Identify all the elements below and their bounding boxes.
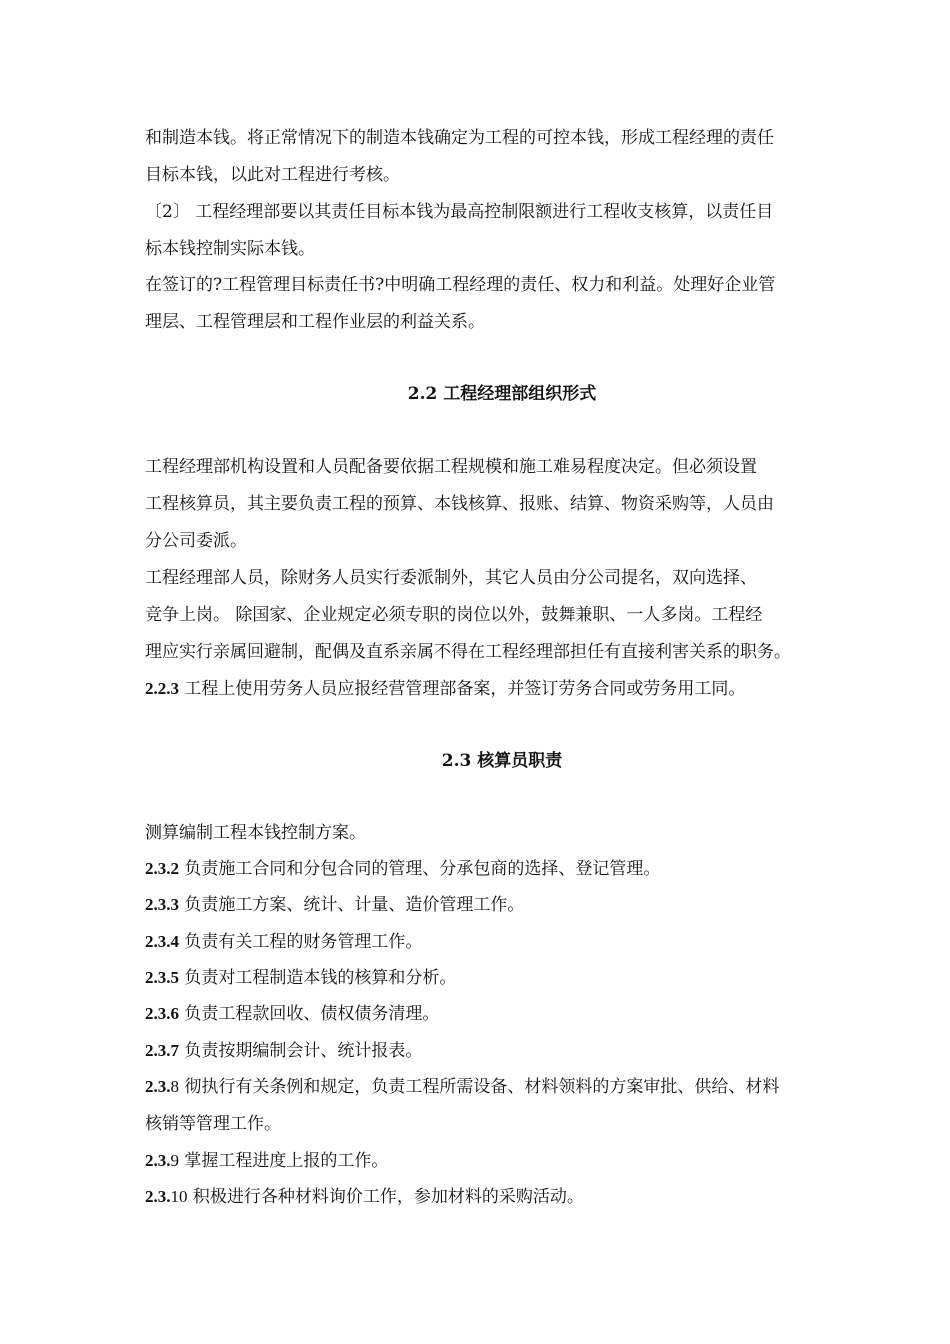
item-number-tail: 9 bbox=[170, 1151, 179, 1170]
paragraph-line: 理层、工程管理层和工程作业层的利益关系。 bbox=[145, 312, 485, 332]
item-number: 2.3. bbox=[145, 1187, 171, 1206]
item-number: 2.3.6 bbox=[145, 1004, 179, 1023]
paragraph-line: 工程经理部机构设置和人员配备要依据工程规模和施工难易程度决定。但必须设置 bbox=[145, 457, 757, 477]
item-text: 负责按期编制会计、统计报表。 bbox=[179, 1041, 423, 1061]
item-text: 负责有关工程的财务管理工作。 bbox=[179, 932, 423, 952]
paragraph-line: 在签订的?工程管理目标责任书?中明确工程经理的责任、权力和利益。处理好企业管 bbox=[145, 275, 776, 295]
item-number: 2.3.4 bbox=[145, 932, 179, 951]
item-text: 工程上使用劳务人员应报经营管理部备案，并签订劳务合同或劳务用工同。 bbox=[179, 679, 746, 699]
item-number: 2.3.5 bbox=[145, 968, 179, 987]
numbered-item-2-2-3 bbox=[145, 678, 745, 700]
numbered-item bbox=[145, 858, 660, 880]
numbered-item bbox=[145, 894, 524, 916]
numbered-item bbox=[145, 1040, 422, 1062]
item-number: 2.2.3 bbox=[145, 679, 179, 698]
section-heading-2-2: 2.2 工程经理部组织形式 bbox=[407, 384, 597, 404]
item-text: 掌握工程进度上报的工作。 bbox=[179, 1151, 389, 1171]
item-number: 2.3. bbox=[145, 1077, 171, 1096]
numbered-item bbox=[145, 1076, 779, 1098]
item-text: 负责施工合同和分包合同的管理、分承包商的选择、登记管理。 bbox=[179, 859, 661, 879]
item-number: 2.3.3 bbox=[145, 895, 179, 914]
item-number: 2.3.2 bbox=[145, 859, 179, 878]
paragraph-line: 〔2〕 工程经理部要以其责任目标本钱为最高控制限额进行工程收支核算，以责任目 bbox=[145, 202, 774, 222]
paragraph-line: 工程核算员，其主要负责工程的预算、本钱核算、报账、结算、物资采购等，人员由 bbox=[145, 494, 774, 514]
paragraph-line: 测算编制工程本钱控制方案。 bbox=[145, 823, 366, 843]
paragraph-line: 竞争上岗。 除国家、企业规定必须专职的岗位以外，鼓舞兼职、一人多岗。工程经 bbox=[145, 605, 763, 625]
item-text: 负责对工程制造本钱的核算和分析。 bbox=[179, 968, 457, 988]
numbered-item bbox=[145, 1003, 439, 1025]
paragraph-line: 理应实行亲属回避制，配偶及直系亲属不得在工程经理部担任有直接利害关系的职务。 bbox=[145, 642, 791, 662]
numbered-item bbox=[145, 1186, 584, 1208]
paragraph-line: 工程经理部人员，除财务人员实行委派制外，其它人员由分公司提名，双向选择、 bbox=[145, 568, 757, 588]
item-number: 2.3.7 bbox=[145, 1041, 179, 1060]
paragraph-line: 标本钱控制实际本钱。 bbox=[145, 239, 315, 259]
paragraph-line: 和制造本钱。将正常情况下的制造本钱确定为工程的可控本钱，形成工程经理的责任 bbox=[145, 128, 774, 148]
item-text: 彻执行有关条例和规定，负责工程所需设备、材料领料的方案审批、供给、材料 bbox=[179, 1077, 780, 1097]
item-number-tail: 10 bbox=[170, 1187, 188, 1206]
numbered-item bbox=[145, 1150, 388, 1172]
item-continuation: 核销等管理工作。 bbox=[145, 1114, 281, 1134]
item-text: 负责工程款回收、债权债务清理。 bbox=[179, 1004, 440, 1024]
paragraph-line: 目标本钱，以此对工程进行考核。 bbox=[145, 165, 400, 185]
section-heading-2-3: 2.3 核算员职责 bbox=[441, 751, 563, 771]
item-text: 负责施工方案、统计、计量、造价管理工作。 bbox=[179, 895, 525, 915]
paragraph-line: 分公司委派。 bbox=[145, 531, 247, 551]
item-number: 2.3. bbox=[145, 1151, 171, 1170]
item-text: 积极进行各种材料询价工作，参加材料的采购活动。 bbox=[187, 1187, 584, 1207]
numbered-item bbox=[145, 967, 456, 989]
item-number-tail: 8 bbox=[170, 1077, 179, 1096]
numbered-item bbox=[145, 931, 422, 953]
